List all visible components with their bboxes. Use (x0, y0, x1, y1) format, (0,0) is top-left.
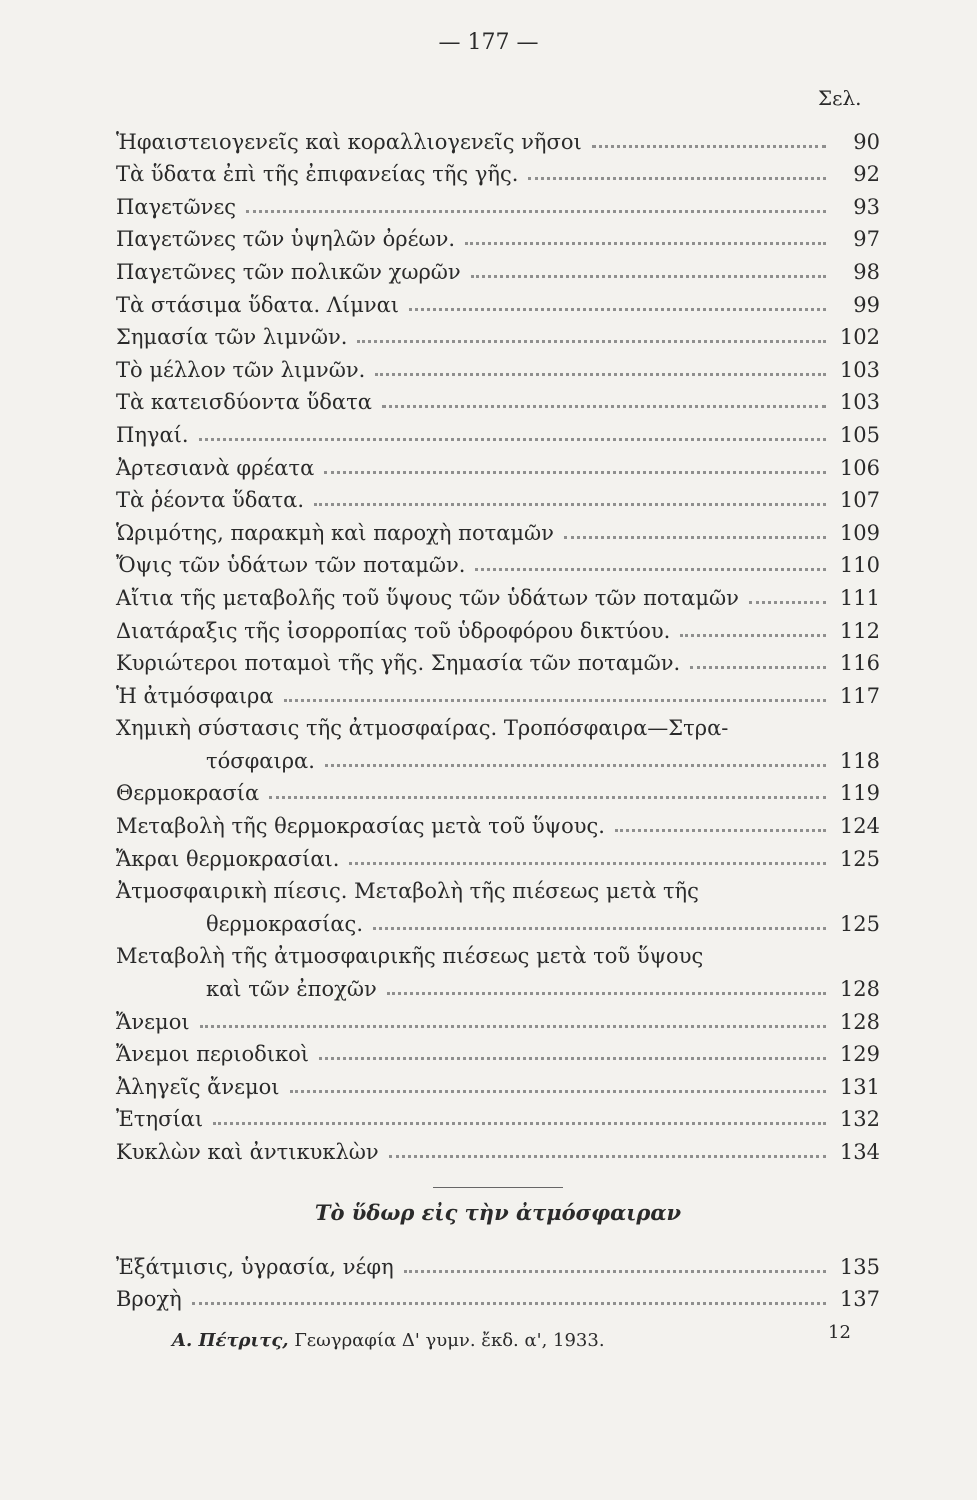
toc-entry-title: Ἀρτεσιανὰ φρέατα (116, 455, 315, 480)
dot-leader (690, 666, 826, 669)
dot-leader (314, 503, 826, 506)
dot-leader (409, 308, 826, 311)
dot-leader (382, 405, 826, 408)
toc-entry-title: Ἡφαιστειογενεῖς καὶ κοραλλιογενεῖς νῆσοι (116, 129, 582, 154)
toc-entry (116, 187, 880, 220)
toc-entry (116, 578, 880, 611)
toc-entry-page: 132 (839, 1107, 880, 1132)
toc-entry-title: Μεταβολὴ τῆς ἀτμοσφαιρικῆς πιέσεως μετὰ τοῦ ὕψους (116, 944, 704, 969)
toc-entry (116, 937, 880, 970)
toc-entry-page: 97 (853, 227, 880, 252)
dot-leader (465, 242, 826, 245)
toc-entry-page: 135 (839, 1254, 880, 1279)
toc-entry-title: Πηγαί. (116, 422, 189, 447)
toc-entry (116, 318, 880, 351)
toc-entry-page: 129 (839, 1042, 880, 1067)
toc-entry-page: 106 (839, 455, 880, 480)
dot-leader (387, 992, 826, 995)
dot-leader (290, 1090, 826, 1093)
toc-entry-page: 90 (853, 129, 880, 154)
toc-entry-title: Ἄνεμοι (116, 1009, 190, 1034)
toc-entry (116, 1035, 880, 1068)
page-column-header: Σελ. (818, 86, 862, 110)
toc-entry-page: 131 (839, 1074, 880, 1099)
dot-leader (373, 927, 826, 930)
toc-entry (116, 350, 880, 383)
dot-leader (284, 699, 826, 702)
toc-entry (116, 611, 880, 644)
toc-entry (116, 220, 880, 253)
dot-leader (200, 1025, 826, 1028)
toc-entry-title: Θερμοκρασία (116, 781, 260, 806)
toc-entry (116, 904, 880, 937)
toc-entry-title: Διατάραξις τῆς ἰσορροπίας τοῦ ὑδροφόρου δικτύου. (116, 618, 671, 643)
toc-entry-page: 128 (839, 977, 880, 1002)
dot-leader (325, 764, 826, 767)
toc-entry-title: Σημασία τῶν λιμνῶν. (116, 325, 348, 350)
toc-entry-title: Ἄκραι θερμοκρασίαι. (116, 846, 340, 871)
toc-entry-page: 103 (839, 390, 880, 415)
section-toc-entries (116, 1247, 880, 1312)
dot-leader (357, 340, 826, 343)
toc-entry-title: καὶ τῶν ἐποχῶν (206, 977, 377, 1002)
toc-entry-title: Ὄψις τῶν ὑδάτων τῶν ποταμῶν. (116, 553, 466, 578)
toc-entry (116, 481, 880, 514)
dot-leader (349, 862, 826, 865)
toc-entry-page: 99 (853, 292, 880, 317)
toc-entry-page: 93 (853, 194, 880, 219)
toc-entry-title: Μεταβολὴ τῆς θερμοκρασίας μετὰ τοῦ ὕψους. (116, 814, 605, 839)
toc-entry (116, 872, 880, 905)
toc-entry (116, 122, 880, 155)
toc-entry-page: 137 (839, 1287, 880, 1312)
toc-entry (116, 774, 880, 807)
footer-imprint (172, 1330, 605, 1351)
toc-entry-title: θερμοκρασίας. (206, 911, 363, 936)
dot-leader (564, 536, 826, 539)
toc-entry (116, 644, 880, 677)
toc-entry-title: Παγετῶνες τῶν πολικῶν χωρῶν (116, 259, 461, 284)
toc-entry-page: 119 (839, 781, 880, 806)
dot-leader (592, 145, 826, 148)
toc-entry (116, 709, 880, 742)
toc-entry-page: 112 (839, 618, 880, 643)
toc-entry-title: Ἐτησίαι (116, 1107, 204, 1132)
toc-entry-title: Ἄνεμοι περιοδικοὶ (116, 1042, 310, 1067)
toc-entry (116, 1280, 880, 1313)
toc-entry (116, 1132, 880, 1165)
toc-entry-title: Τὰ ῥέοντα ὕδατα. (116, 488, 305, 513)
toc-entry-page: 105 (839, 422, 880, 447)
toc-entries (116, 122, 880, 1165)
toc-entry (116, 383, 880, 416)
toc-entry-page: 125 (839, 911, 880, 936)
toc-entry-title: Παγετῶνες (116, 194, 237, 219)
toc-entry-title: Παγετῶνες τῶν ὑψηλῶν ὀρέων. (116, 227, 456, 252)
dot-leader (213, 1122, 826, 1125)
toc-entry (116, 676, 880, 709)
table-of-contents (116, 122, 880, 1312)
toc-entry-title: Ἐξάτμισις, ὑγρασία, νέφη (116, 1254, 394, 1279)
dot-leader (528, 177, 826, 180)
toc-entry (116, 448, 880, 481)
toc-entry-title: Βροχὴ (116, 1287, 182, 1312)
toc-entry-page: 110 (839, 553, 880, 578)
toc-entry-page: 103 (839, 357, 880, 382)
dot-leader (199, 438, 826, 441)
toc-entry-title: Ἀτμοσφαιρικὴ πίεσις. Μεταβολὴ τῆς πιέσεως μετὰ τῆς (116, 879, 699, 904)
toc-entry (116, 1067, 880, 1100)
toc-entry (116, 741, 880, 774)
toc-entry (116, 839, 880, 872)
toc-entry-page: 117 (839, 683, 880, 708)
toc-entry-title: Τὸ μέλλον τῶν λιμνῶν. (116, 357, 366, 382)
section-heading: Τὸ ὕδωρ εἰς τὴν ἀτμόσφαιραν (314, 1200, 682, 1225)
toc-entry-title: Τὰ κατεισδύοντα ὕδατα (116, 390, 372, 415)
toc-entry (116, 1247, 880, 1280)
sheet-number: 12 (828, 1322, 851, 1343)
toc-entry (116, 806, 880, 839)
dot-leader (615, 829, 826, 832)
toc-entry-page: 111 (839, 585, 880, 610)
toc-entry (116, 546, 880, 579)
toc-entry (116, 252, 880, 285)
toc-entry (116, 155, 880, 188)
toc-entry-page: 109 (839, 520, 880, 545)
dot-leader (389, 1155, 826, 1158)
toc-entry-title: τόσφαιρα. (206, 748, 315, 773)
toc-entry-title: Ὡριμότης, παρακμὴ καὶ παροχὴ ποταμῶν (116, 520, 554, 545)
dot-leader (404, 1270, 826, 1273)
section-divider (433, 1187, 563, 1188)
toc-entry-title: Κυκλὼν καὶ ἀντικυκλὼν (116, 1140, 379, 1164)
toc-entry (116, 513, 880, 546)
footer-author: Α. Πέτριτς, (172, 1330, 289, 1351)
toc-entry-title: Κυριώτεροι ποταμοὶ τῆς γῆς. Σημασία τῶν ποταμῶν. (116, 651, 681, 676)
toc-entry-page: 107 (839, 488, 880, 513)
dot-leader (324, 471, 826, 474)
dot-leader (680, 634, 826, 637)
footer-title: Γεωγραφία Δ' γυμν. ἔκδ. α', 1933. (294, 1330, 605, 1351)
dot-leader (269, 796, 826, 799)
dot-leader (475, 568, 826, 571)
toc-entry-title: Τὰ στάσιμα ὕδατα. Λίμναι (116, 292, 400, 317)
dot-leader (319, 1057, 826, 1060)
toc-entry-page: 134 (839, 1140, 880, 1164)
dot-leader (471, 275, 826, 278)
toc-entry (116, 415, 880, 448)
toc-entry-title: Ἀληγεῖς ἄνεμοι (116, 1074, 280, 1099)
toc-entry-page: 116 (839, 651, 880, 676)
toc-entry-title: Ἡ ἀτμόσφαιρα (116, 683, 274, 708)
toc-entry-page: 98 (853, 259, 880, 284)
toc-entry-page: 124 (839, 814, 880, 839)
toc-entry (116, 1002, 880, 1035)
toc-entry (116, 285, 880, 318)
toc-entry-page: 128 (839, 1009, 880, 1034)
dot-leader (192, 1302, 826, 1305)
page-number: — 177 — (438, 30, 539, 55)
toc-entry-page: 118 (839, 748, 880, 773)
toc-entry-page: 125 (839, 846, 880, 871)
toc-entry (116, 969, 880, 1002)
dot-leader (749, 601, 826, 604)
toc-entry (116, 1100, 880, 1133)
toc-entry-title: Τὰ ὕδατα ἐπὶ τῆς ἐπιφανείας τῆς γῆς. (116, 162, 519, 187)
toc-entry-page: 102 (839, 325, 880, 350)
dot-leader (375, 373, 826, 376)
toc-entry-title: Αἴτια τῆς μεταβολῆς τοῦ ὕψους τῶν ὑδάτων τῶν ποταμῶν (116, 585, 739, 610)
dot-leader (246, 210, 826, 213)
toc-entry-title: Χημικὴ σύστασις τῆς ἀτμοσφαίρας. Τροπόσφαιρα—Στρα- (116, 716, 729, 741)
toc-entry-page: 92 (853, 162, 880, 187)
